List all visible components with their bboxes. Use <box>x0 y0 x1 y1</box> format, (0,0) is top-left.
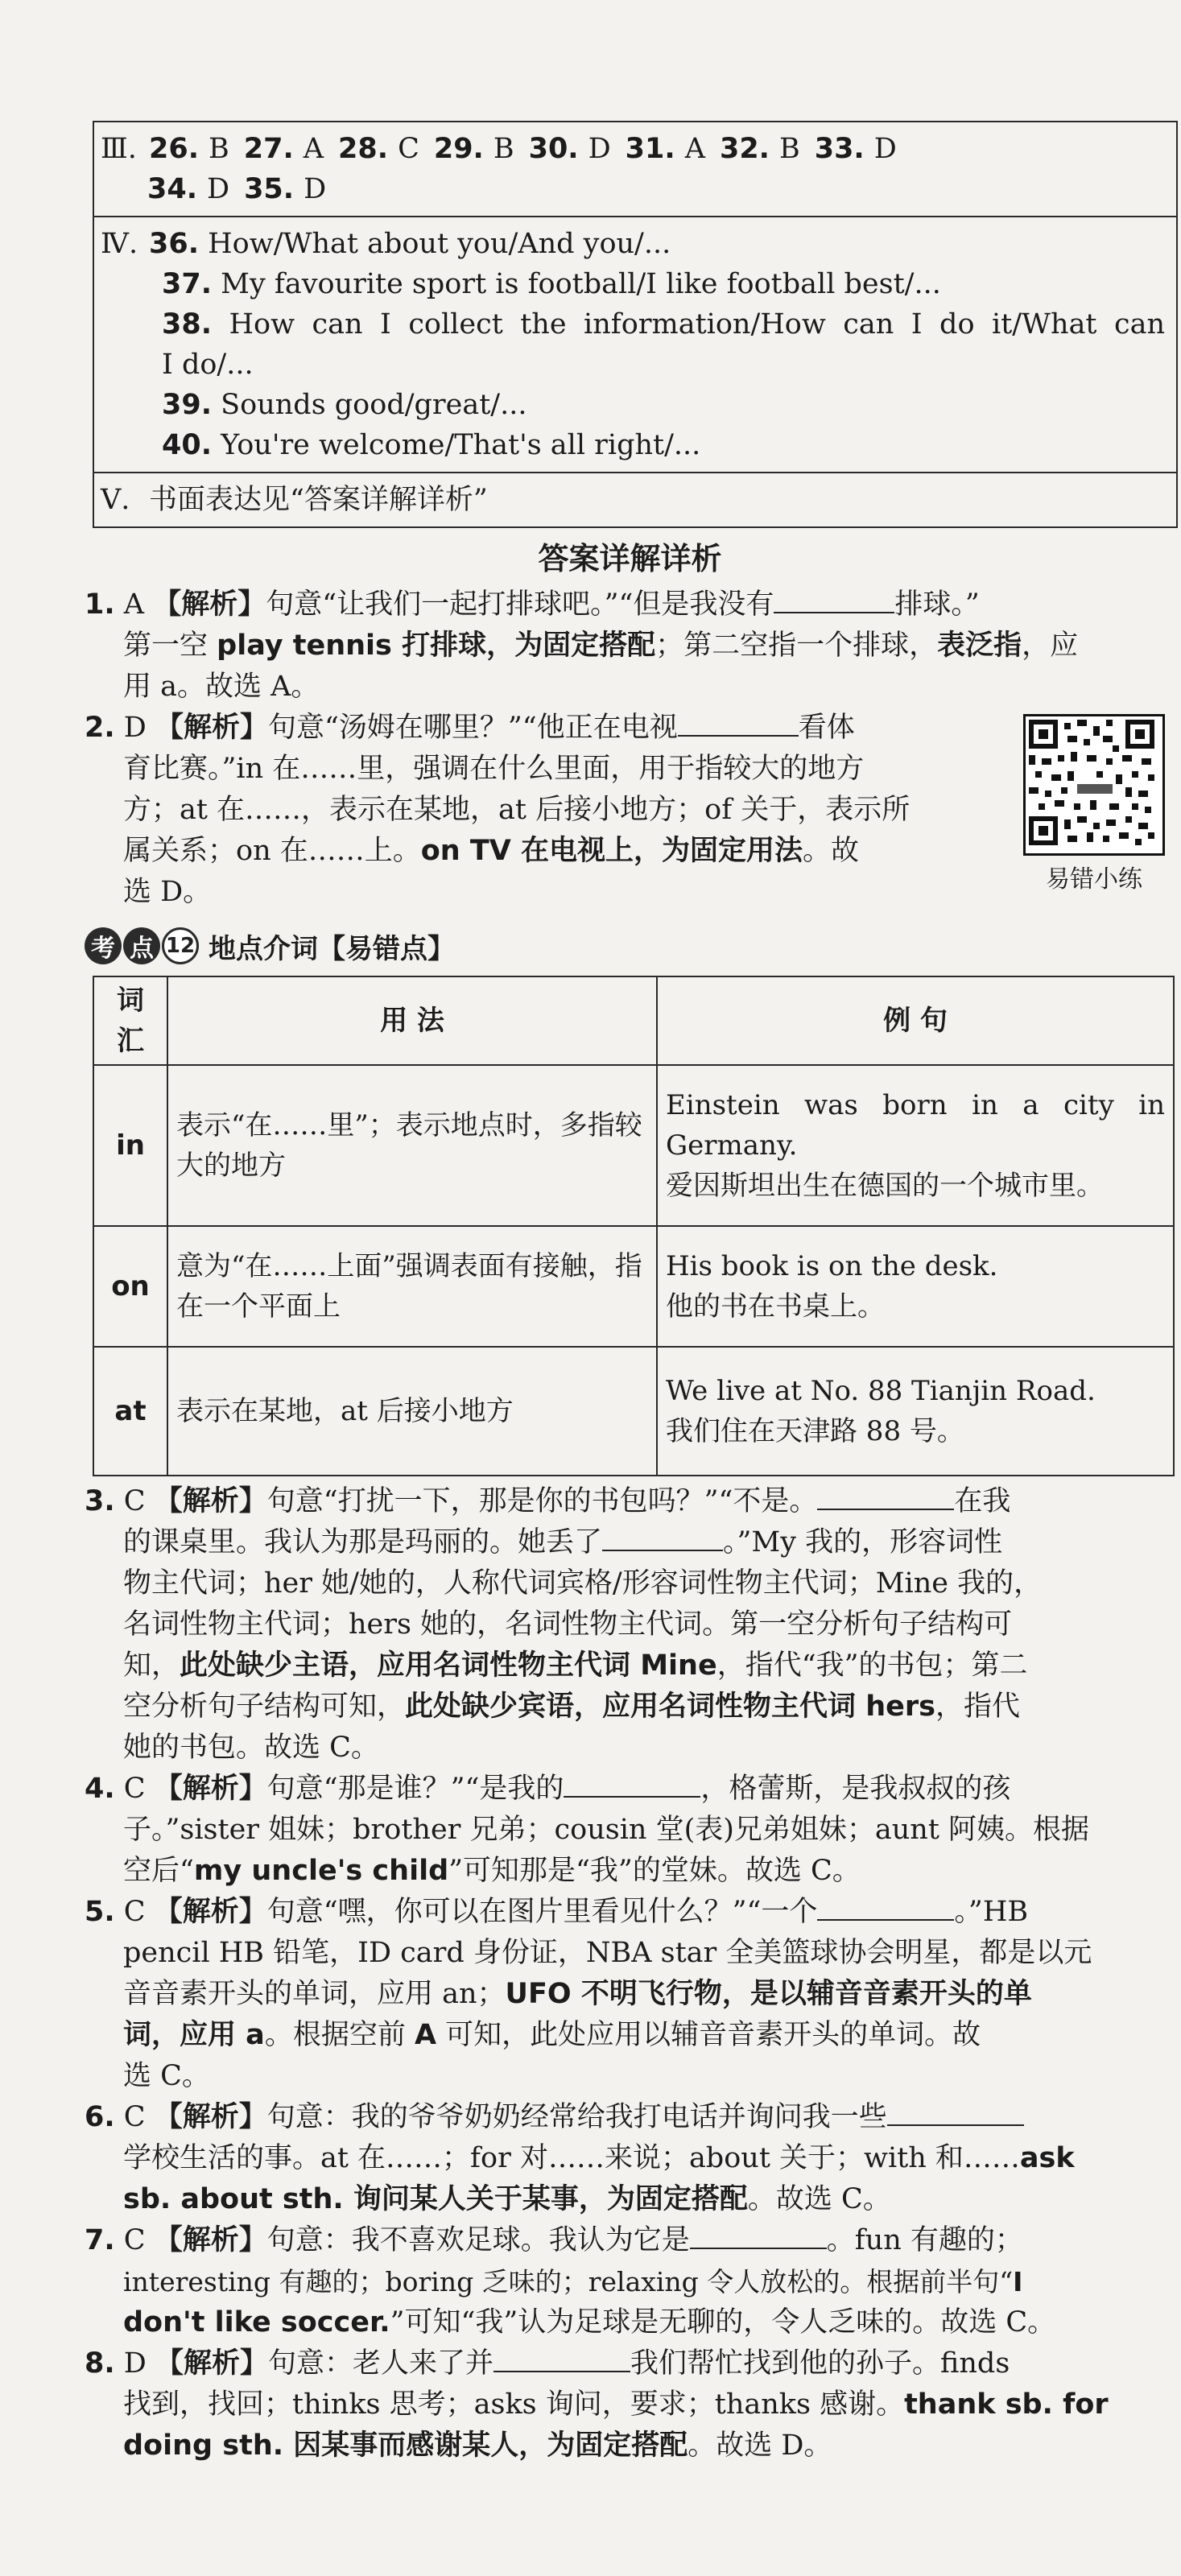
answer-36: Ⅳ. 36. How/What about you/And you/... <box>101 228 671 260</box>
explain-q1: 1. A 【解析】句意“让我们一起打排球吧。”“但是我没有 排球。” 第一空 play tennis 打排球，为固定搭配；第二空指一个排球，表泛指，应 用 a。故选 A。 <box>85 588 1079 703</box>
answer-38: 38. How can I collect the information/How can I do it/What can <box>162 308 1165 341</box>
table-header-row: 词 汇 用 法 例 句 <box>93 976 1174 1065</box>
section-4: Ⅳ. 36. How/What about you/And you/... 37. My favourite sport is football/I like football best/... 38. How can I collect the information/How can I do it/What can I do/... 39. Sounds good/great/... 40. You're welcome/That's all right/... <box>94 216 1176 472</box>
explain-q5: 5. C 【解析】句意“嘿，你可以在图片里看见什么？”“一个 。”HB pencil HB 铅笔，ID card 身份证，NBA star 全美篮球协会明星，都是以元 音音素开头的单词，应用 an；UFO 不明飞行物，是以辅音音素开头的单 词，应用 a。根据空前 A 可知，此处应用以辅音音素开头的单词。故 选 C。 <box>85 1896 1092 2092</box>
answer-blank <box>493 2347 630 2372</box>
table-row: on 意为“在……上面”强调表面有接触，指在一个平面上 His book is on the desk. 他的书在书桌上。 <box>93 1226 1174 1347</box>
preposition-table <box>93 976 1175 1476</box>
table-row: in 表示“在……里”；表示地点时，多指较大的地方 Einstein was born in a city in Germany. 爱因斯坦出生在德国的一个城市里。 <box>93 1065 1174 1226</box>
qr-code-block[interactable] <box>1018 714 1171 898</box>
qr-code-icon[interactable] <box>1023 714 1165 856</box>
roman-numeral: Ⅲ. <box>101 133 137 165</box>
section-5: Ⅴ. 书面表达见“答案详解详析” <box>94 472 1176 526</box>
section-3: Ⅲ. 26. B 27. A 28. C 29. B 30. D 31. A 32. B 33. D 34. D 35. D <box>94 122 1176 216</box>
answer-blank <box>817 1895 954 1921</box>
qr-caption: 易错小练 <box>1046 865 1142 894</box>
explain-q8: 8. D 【解析】句意：老人来了并 我们帮忙找到他的孙子。finds 找到，找回；thinks 思考；asks 询问，要求；thanks 感谢。thank sb. for doing sth. 因某事而感谢某人，为固定搭配。故选 D。 <box>85 2347 1109 2462</box>
answer-blank <box>564 1772 700 1798</box>
answer-box <box>93 121 1178 528</box>
explain-q4: 4. C 【解析】句意“那是谁？”“是我的 ，格蕾斯，是我叔叔的孩 子。”sister 姐妹；brother 兄弟；cousin 堂(表)兄弟姐妹；aunt 阿姨。根据 空后“my uncle's child”可知那是“我”的堂妹。故选 C。 <box>85 1773 1090 1887</box>
explain-q3: 3. C 【解析】句意“打扰一下，那是你的书包吗？”“不是。 在我 的课桌里。我认为那是玛丽的。她丢了 。”My 我的，形容词性 物主代词；her 她/她的，人称代词宾格/形容词性物主代词；Mine 我的， 名词性物主代词；hers 她的，名词性物主代词。第一空分析句子结构可 知，此处缺少主语，应用名词性物主代词 Mine，指代“我”的书包；第二 空分析句子结构可知，此处缺少宾语，应用名词性物主代词 hers，指代 她的书包。故选 C。 <box>85 1485 1043 1764</box>
explain-title: 答案详解详析 <box>538 541 722 576</box>
answer-40: 40. You're welcome/That's all right/... <box>162 429 701 461</box>
answer-blank <box>690 2223 827 2249</box>
page <box>85 121 1175 2467</box>
answer-blank <box>774 588 894 613</box>
answer-blank <box>678 711 799 737</box>
table-row: at 表示在某地，at 后接小地方 We live at No. 88 Tianjin Road. 我们住在天津路 88 号。 <box>93 1347 1174 1476</box>
answer-37: 37. My favourite sport is football/I like football best/... <box>162 268 941 300</box>
answer-blank <box>887 2100 1024 2126</box>
answer-blank <box>817 1484 954 1510</box>
explain-q7: 7. C 【解析】句意：我不喜欢足球。我认为它是 。fun 有趣的； interesting 有趣的；boring 乏味的；relaxing 令人放松的。根据前半句“I don't like soccer.”可知“我”认为足球是无聊的，令人乏味的。故选 C。 <box>85 2224 1056 2339</box>
explain-q2: 2. D 【解析】句意“汤姆在哪里？”“他正在电视 看体 育比赛。”in 在……里，强调在什么里面，用于指较大的地方 方；at 在……，表示在某地，at 后接小地方；of 关于，表示所 属关系；on 在……上。on TV 在电视上，为固定用法。故 选 D。 易错小练 <box>85 708 1175 913</box>
explain-q6: 6. C 【解析】句意：我的爷爷奶奶经常给我打电话并询问我一些 学校生活的事。at 在……；for 对……来说；about 关于；with 和……ask sb. about sth. 询问某人关于某事，为固定搭配。故选 C。 <box>85 2101 1075 2215</box>
kaodian-header: 考 点 12 地点介词【易错点】 <box>85 926 1175 966</box>
answer-39: 39. Sounds good/great/... <box>162 389 527 421</box>
answer-blank <box>602 1525 723 1551</box>
